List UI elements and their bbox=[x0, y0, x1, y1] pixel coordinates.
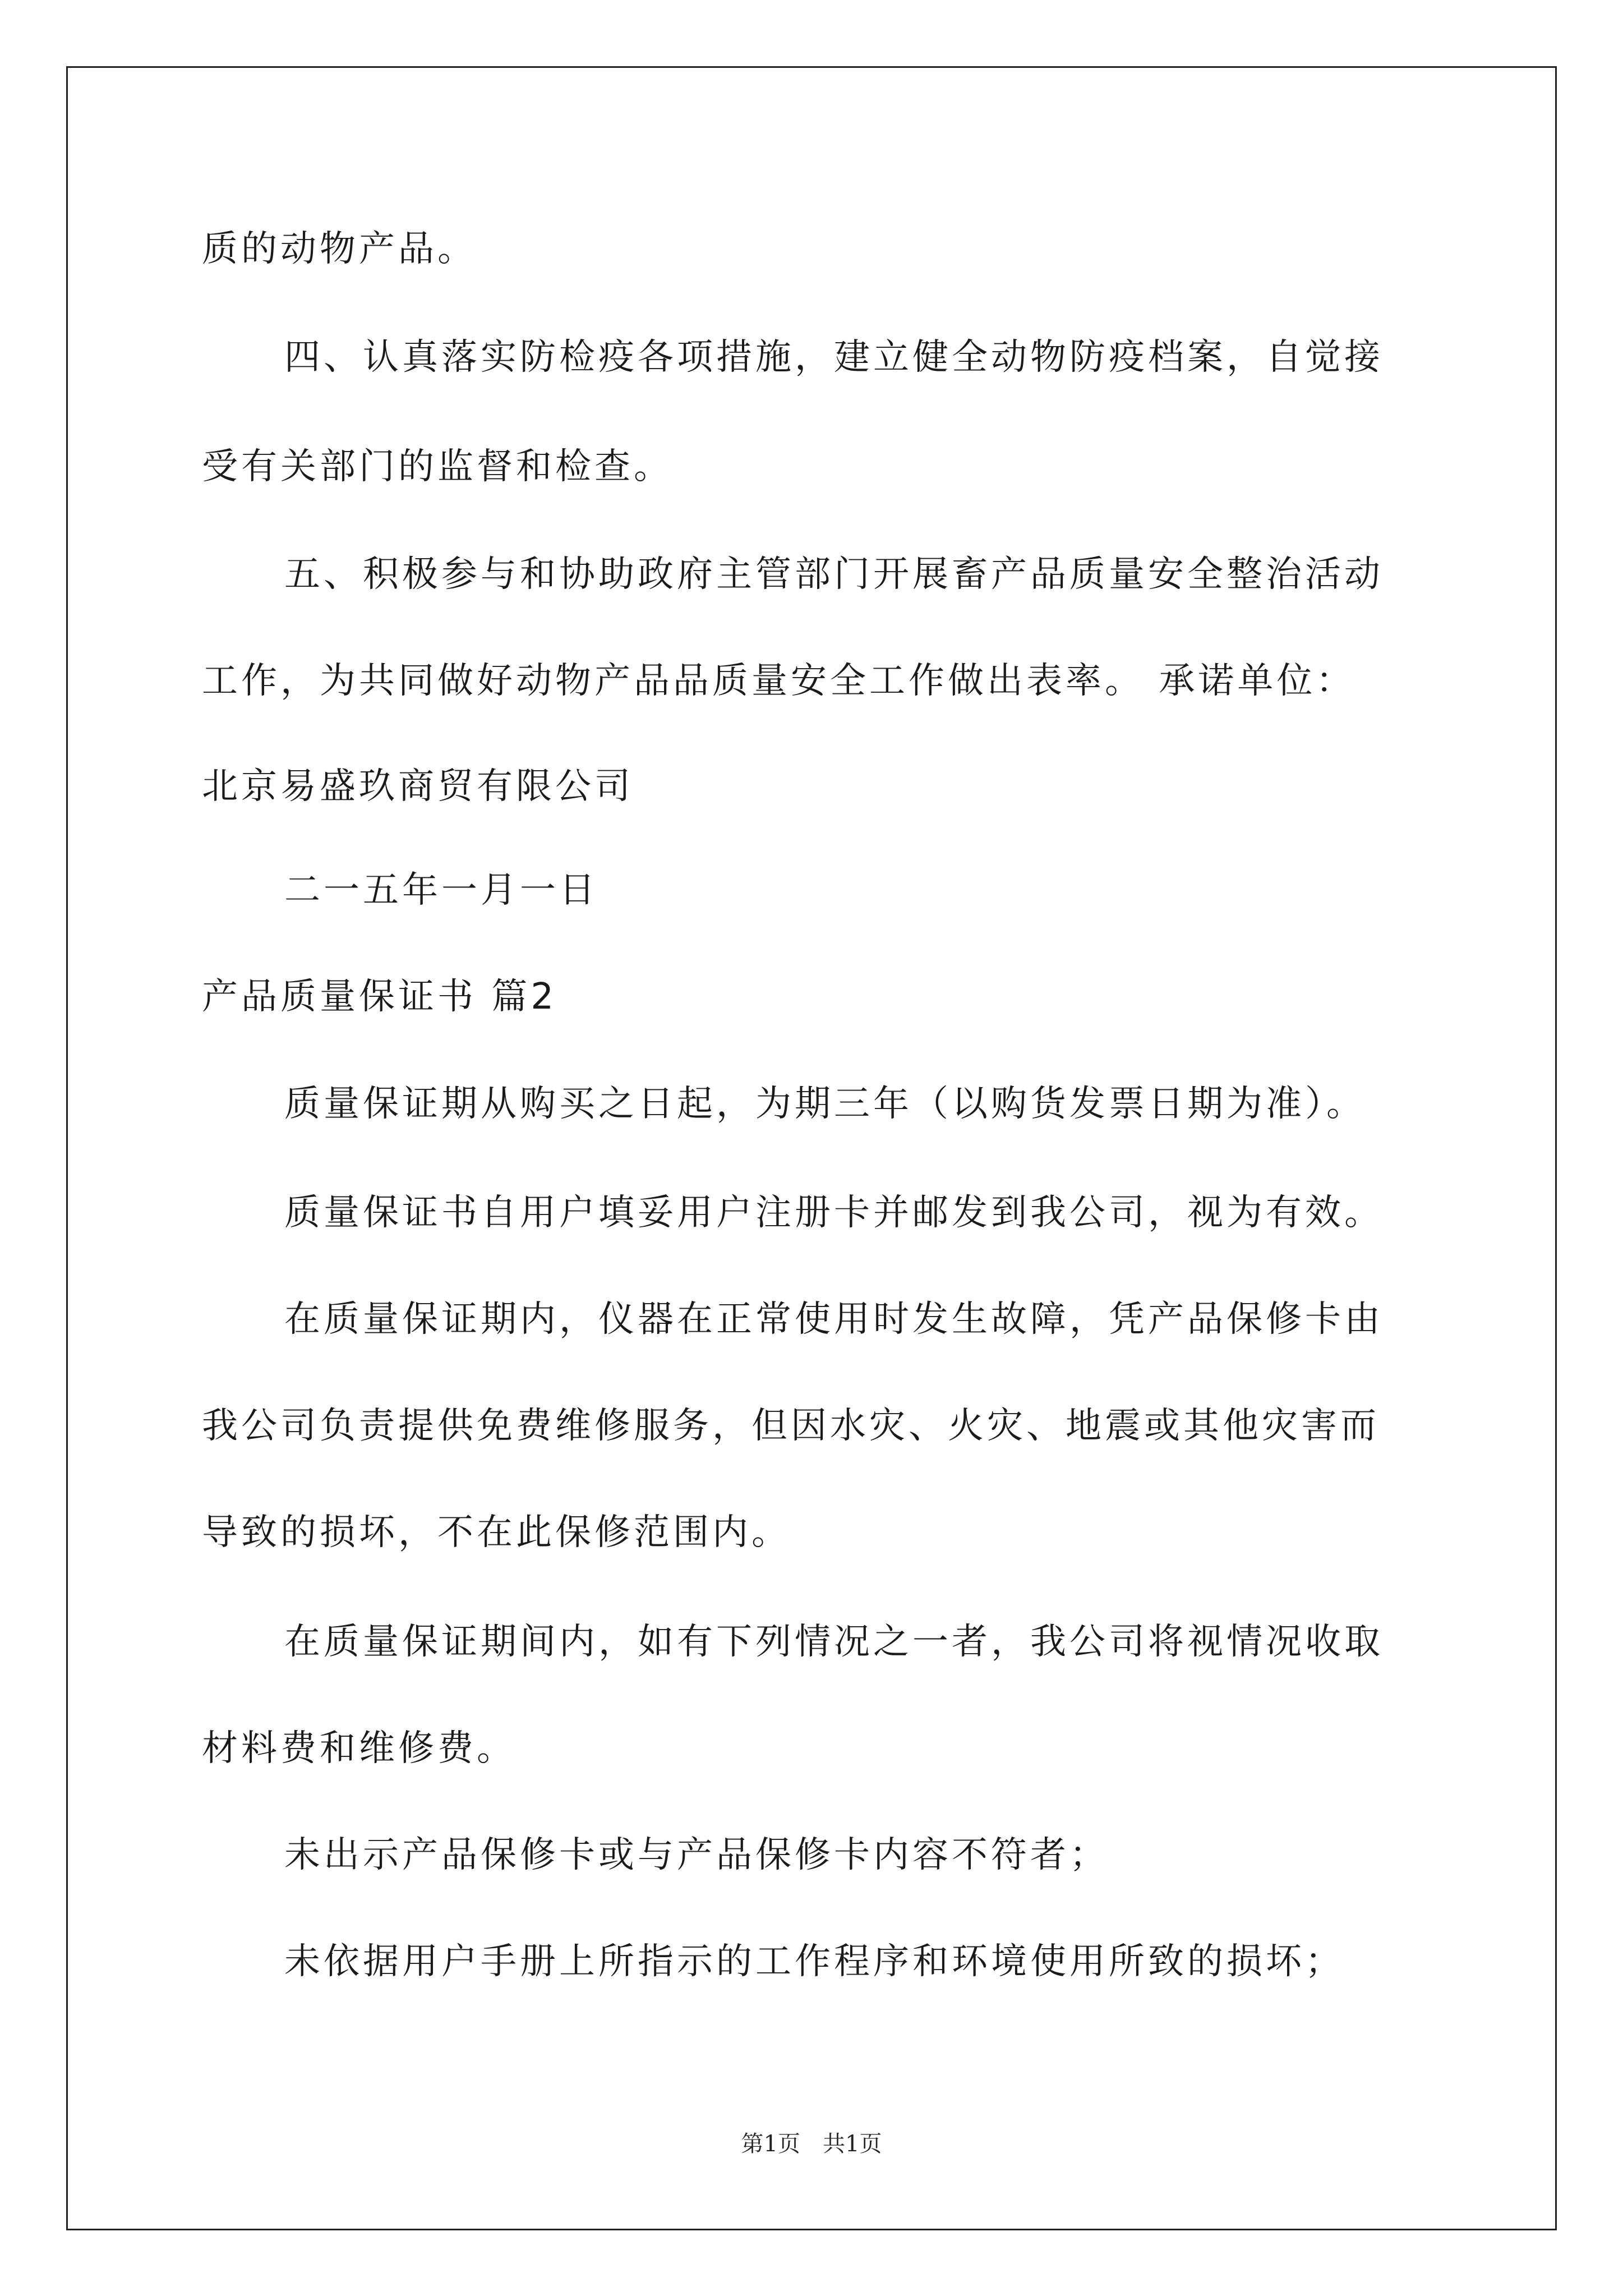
text-line: 质的动物产品。 bbox=[202, 228, 477, 270]
text-line: 二一五年一月一日 bbox=[284, 869, 598, 911]
text-line: 导致的损坏，不在此保修范围内。 bbox=[202, 1512, 791, 1553]
section-heading: 产品质量保证书 篇2 bbox=[202, 976, 557, 1018]
text-line: 在质量保证期内，仪器在正常使用时发生故障，凭产品保修卡由 bbox=[284, 1299, 1384, 1340]
page-border bbox=[66, 66, 1557, 2230]
text-line: 质量保证期从购买之日起，为期三年（以购货发票日期为准）。 bbox=[284, 1083, 1366, 1125]
text-line: 未依据用户手册上所指示的工作程序和环境使用所致的损坏； bbox=[284, 1941, 1344, 1982]
text-line: 五、积极参与和协助政府主管部门开展畜产品质量安全整治活动 bbox=[284, 554, 1384, 595]
text-line: 未出示产品保修卡或与产品保修卡内容不符者； bbox=[284, 1834, 1109, 1876]
text-line: 北京易盛玖商贸有限公司 bbox=[202, 766, 634, 807]
text-line: 工作，为共同做好动物产品品质量安全工作做出表率。 承诺单位： bbox=[202, 660, 1355, 702]
text-line: 在质量保证期间内，如有下列情况之一者，我公司将视情况收取 bbox=[284, 1621, 1384, 1663]
page-number: 第1页 共1页 bbox=[741, 2131, 882, 2157]
text-line: 我公司负责提供免费维修服务，但因水灾、火灾、地震或其他灾害而 bbox=[202, 1405, 1380, 1447]
text-line: 质量保证书自用户填妥用户注册卡并邮发到我公司，视为有效。 bbox=[284, 1192, 1384, 1234]
text-line: 材料费和维修费。 bbox=[202, 1728, 516, 1769]
text-line: 受有关部门的监督和检查。 bbox=[202, 446, 673, 487]
text-line: 四、认真落实防检疫各项措施，建立健全动物防疫档案，自觉接 bbox=[284, 337, 1384, 378]
